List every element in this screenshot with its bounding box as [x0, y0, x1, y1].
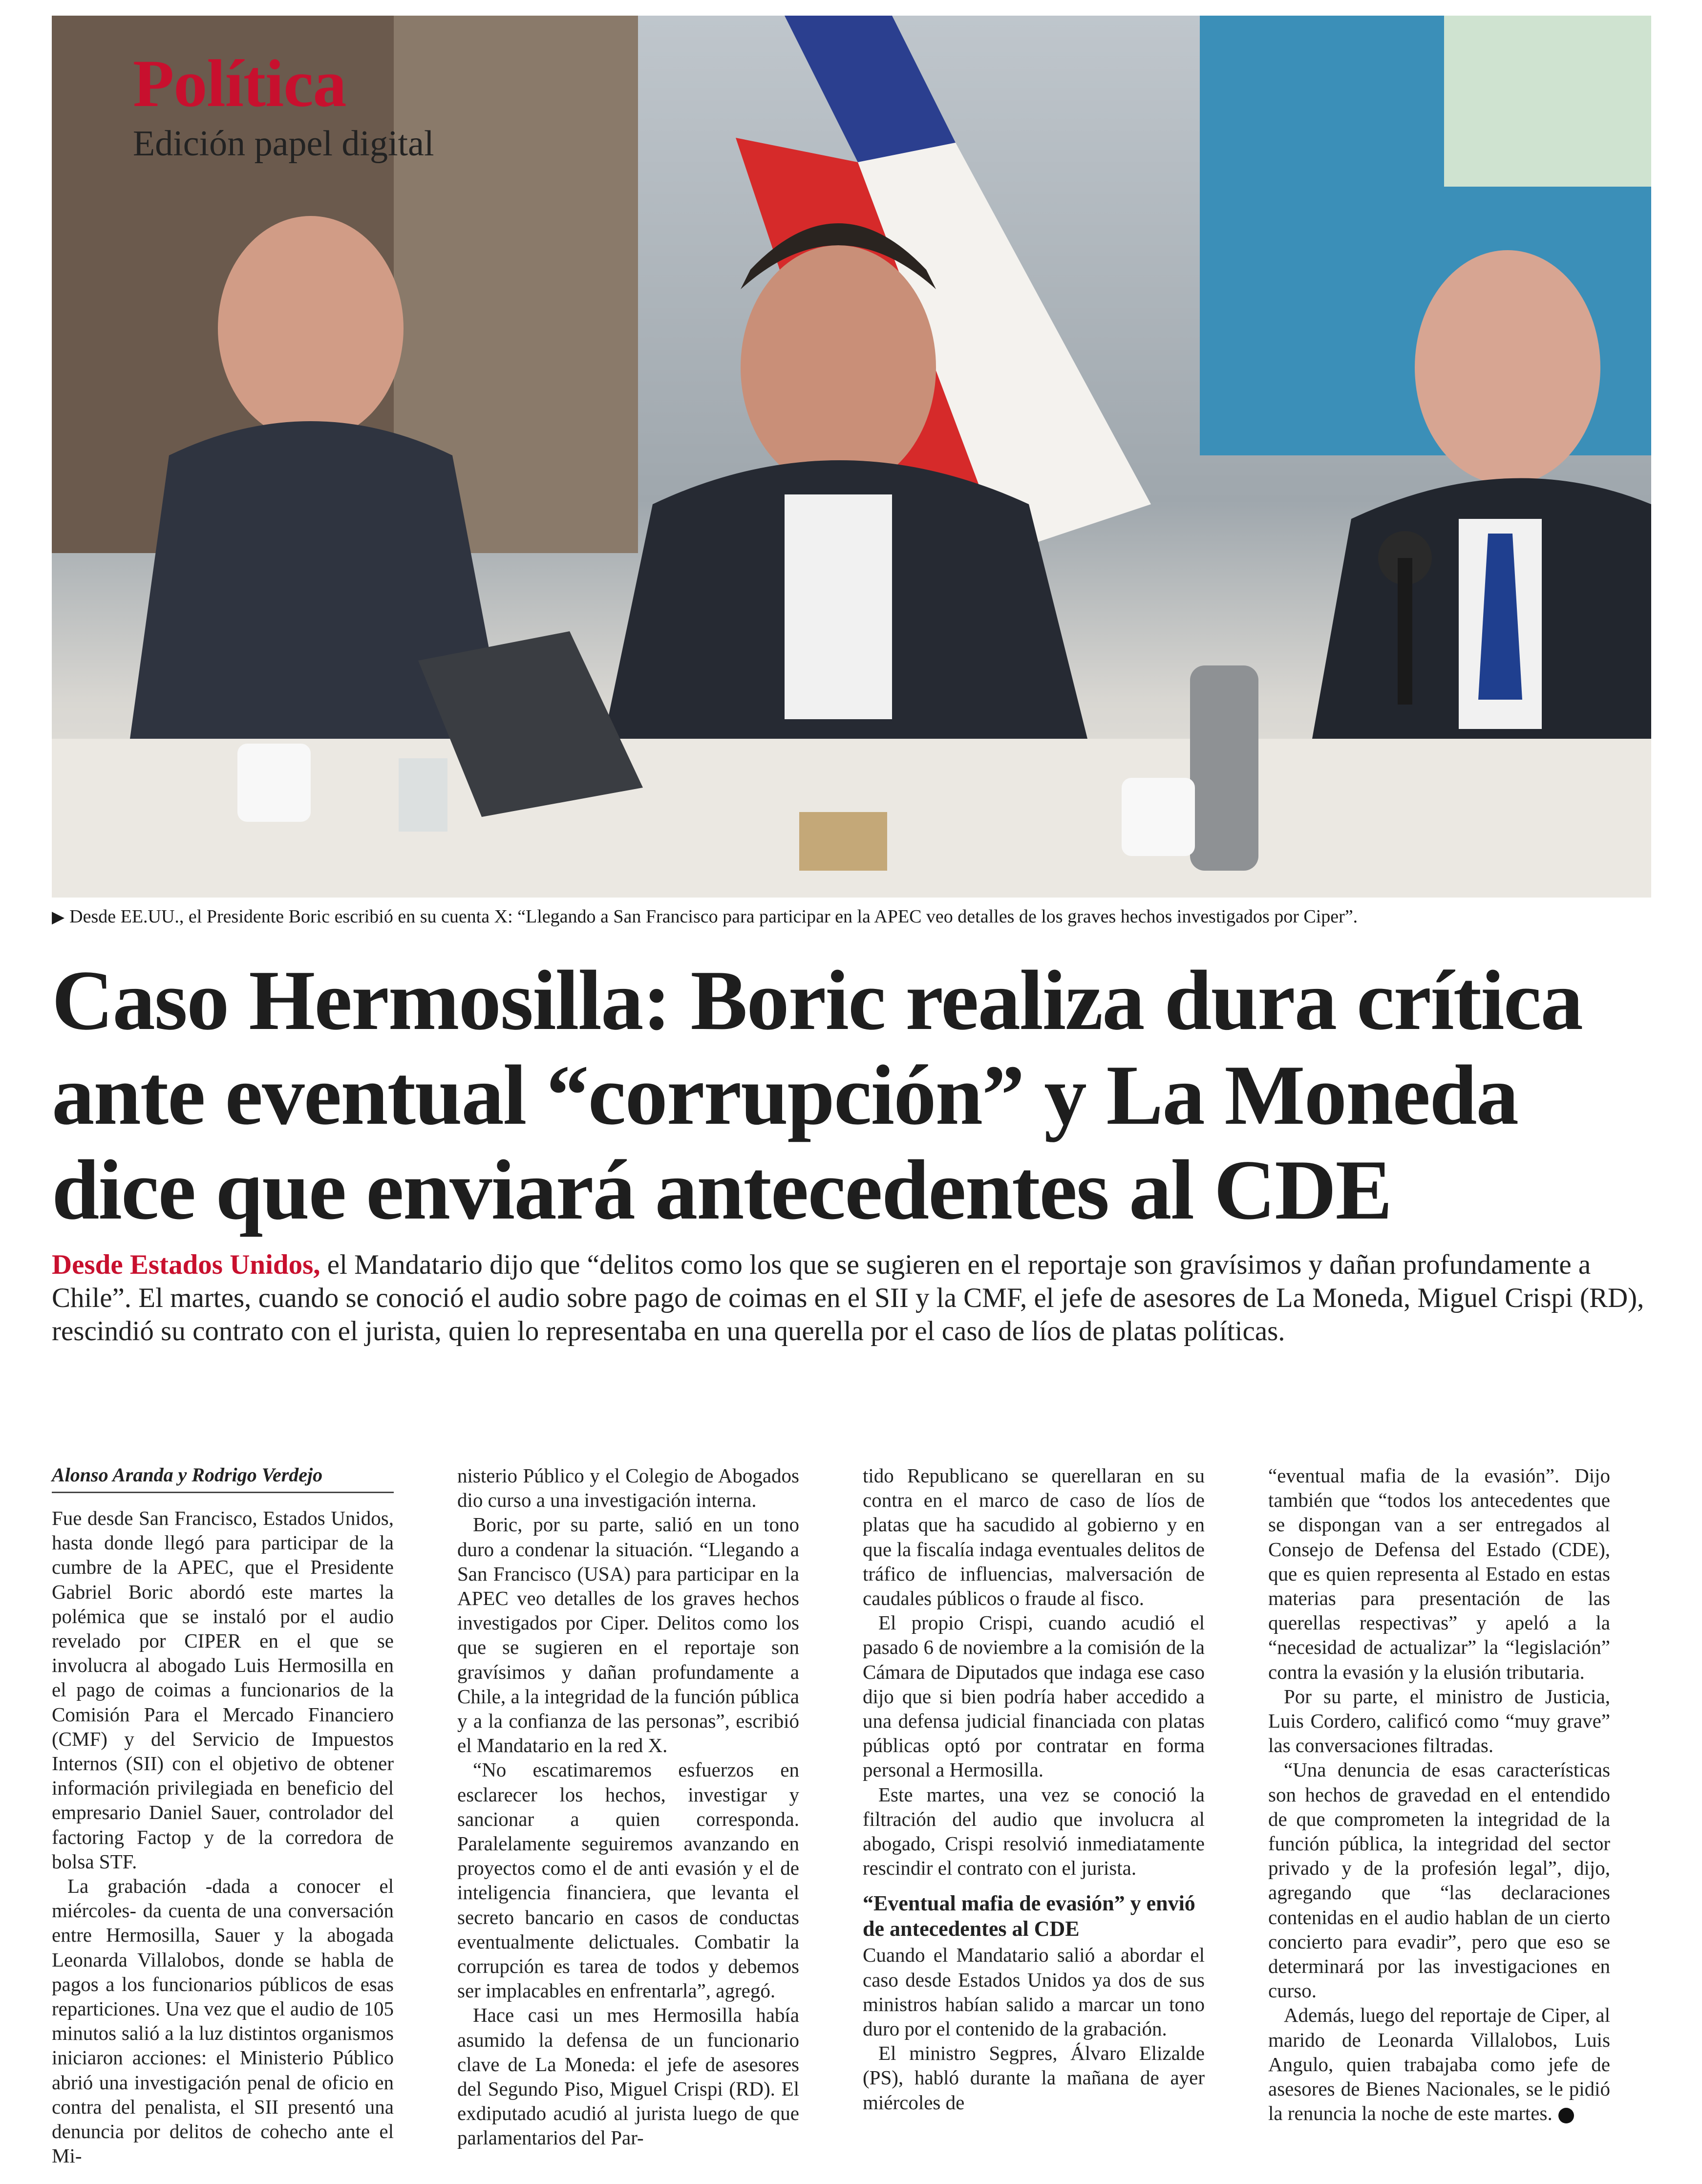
- paragraph: La grabación -dada a conocer el miércoles- da cuenta de una conversación entre Hermosilla, Sauer y la abogada Leonarda Villalobos, donde se habla de pagos a los funcionarios públicos de esas reparticiones. Una vez que el audio de 105 minutos salió a la luz distintos organismos iniciaron acciones: el Ministerio Público abrió una investigación penal de oficio en contra del penalista, el SII presentó una denuncia por delitos de cohecho ante el Mi-: [52, 1875, 394, 2167]
- paragraph: Por su parte, el ministro de Justicia, Luis Cordero, calificó como “muy grave” las conversaciones filtradas.: [1268, 1685, 1610, 1757]
- body-column-4: [1268, 1463, 1610, 2125]
- photo-caption: [52, 905, 1651, 929]
- body-column-1: [52, 1463, 394, 2168]
- last-paragraph-text: Además, luego del reportaje de Ciper, al marido de Leonarda Villalobos, Luis Angulo, quien trabajaba como jefe de asesores de Bienes Nacionales, se le pidió la renuncia la noche de este martes.: [1268, 2004, 1610, 2125]
- lead-text: el Mandatario dijo que “delitos como los que se sugieren en el reportaje son gravísimos y dañan profundamente a Chile”. El martes, cuando se conoció el audio sobre pago de coimas en el SII y la CMF, el jefe de asesores de La Moneda, Miguel Crispi (RD), rescindió su contrato con el jurista, quien lo representaba en una querella por el caso de líos de platas políticas.: [52, 1249, 1644, 1347]
- body-column-2: [457, 1463, 799, 2150]
- paragraph: Boric, por su parte, salió en un tono duro a condenar la situación. “Llegando a San Francisco (USA) para participar en la APEC veo detalles de los graves hechos investigados por Ciper. Delitos como los que se sugieren en el reportaje son gravísimos y dañan profundamente a Chile, a la integridad de la función pública y a la confianza de las personas”, escribió el Mandatario en la red X.: [457, 1513, 799, 1757]
- paragraph: [1268, 2003, 1610, 2125]
- byline: Alonso Aranda y Rodrigo Verdejo: [52, 1463, 394, 1493]
- end-of-article-icon: [1558, 2108, 1574, 2123]
- headline-line-2: ante eventual “corrupción” y La Moneda: [52, 1048, 1518, 1142]
- paragraph: El ministro Segpres, Álvaro Elizalde (PS), habló durante la mañana de ayer miércoles de: [863, 2042, 1205, 2114]
- paragraph: Cuando el Mandatario salió a abordar el caso desde Estados Unidos ya dos de sus ministros habían salido a marcar un tono duro por el contenido de la grabación.: [863, 1944, 1205, 2040]
- paragraph: “Una denuncia de esas características son hechos de gravedad en el entendido de que comprometen la integridad de la función pública, la integridad del sector privado y de la profesión legal”, dijo, agregando que “las declaraciones contenidas en el audio hablan de un cierto concierto para evadir”, pero que eso se determinará por las investigaciones en curso.: [1268, 1758, 1610, 2002]
- paragraph: Este martes, una vez se conoció la filtración del audio que involucra al abogado, Crispi resolvió inmediatamente rescindir el contrato con el jurista.: [863, 1783, 1205, 1880]
- caption-arrow-icon: ▶: [52, 908, 65, 926]
- caption-text: Desde EE.UU., el Presidente Boric escribió en su cuenta X: “Llegando a San Francisco para participar en la APEC veo detalles de los graves hechos investigados por Ciper”.: [69, 906, 1358, 927]
- paragraph: Fue desde San Francisco, Estados Unidos, hasta donde llegó para participar de la cumbre de la APEC, que el Presidente Gabriel Boric abordó este martes la polémica que se instaló por el audio revelado por CIPER en el que se involucra al abogado Luis Hermosilla en el pago de coimas a funcionarios de la Comisión Para el Mercado Financiero (CMF) y del Servicio de Impuestos Internos (SII) con el objetivo de obtener información privilegiada en beneficio del empresario Daniel Sauer, controlador del factoring Factop y de la corredora de bolsa STF.: [52, 1507, 394, 1873]
- lead-kicker: Desde Estados Unidos,: [52, 1249, 320, 1280]
- headline-line-3: dice que enviará antecedentes al CDE: [52, 1142, 1392, 1237]
- paragraph: “No escatimaremos esfuerzos en esclarecer los hechos, investigar y sancionar a quien corresponda. Paralelamente seguiremos avanzando en proyectos como el de anti evasión y el de inteligencia financiera, que levanta el secreto bancario en casos de conductas eventualmente delictuales. Combatir la corrupción es tarea de todos y debemos ser implacables en enfrentarla”, agregó.: [457, 1758, 799, 2002]
- section-title: Política: [133, 46, 346, 121]
- article-photo: [52, 16, 1651, 898]
- body-column-3: [863, 1463, 1205, 2115]
- paragraph: nisterio Público y el Colegio de Abogados dio curso a una investigación interna.: [457, 1464, 799, 1512]
- paragraph: tido Republicano se querellaran en su contra en el marco de caso de líos de platas que ha sacudido al gobierno y en que la fiscalía indaga eventuales delitos de tráfico de influencias, malversación de caudales públicos o fraude al fisco.: [863, 1464, 1205, 1610]
- paragraph: “eventual mafia de la evasión”. Dijo también que “todos los antecedentes que se dispongan van a ser entregados al Consejo de Defensa del Estado (CDE), que es quien representa al Estado en estas materias para presentación de las querellas respectivas” y apeló a la “necesidad de actualizar” la “legislación” contra la evasión y la elusión tributaria.: [1268, 1464, 1610, 1683]
- headline-line-1: Caso Hermosilla: Boric realiza dura crítica: [52, 953, 1582, 1048]
- edition-label: Edición papel digital: [133, 124, 434, 164]
- subheading: “Eventual mafia de evasión” y envió de antecedentes al CDE: [863, 1891, 1195, 1941]
- headline: [52, 953, 1659, 1237]
- paragraph: Hace casi un mes Hermosilla había asumido la defensa de un funcionario clave de La Moneda: el jefe de asesores del Segundo Piso, Miguel Crispi (RD). El exdiputado acudió al jurista luego de que parlamentarios del Par-: [457, 2004, 799, 2149]
- lead-paragraph: [52, 1248, 1651, 1348]
- paragraph: El propio Crispi, cuando acudió el pasado 6 de noviembre a la comisión de la Cámara de Diputados que indaga ese caso dijo que si bien podría haber accedido a una defensa judicial financiada con platas públicas optó por contratar en forma personal a Hermosilla.: [863, 1611, 1205, 1781]
